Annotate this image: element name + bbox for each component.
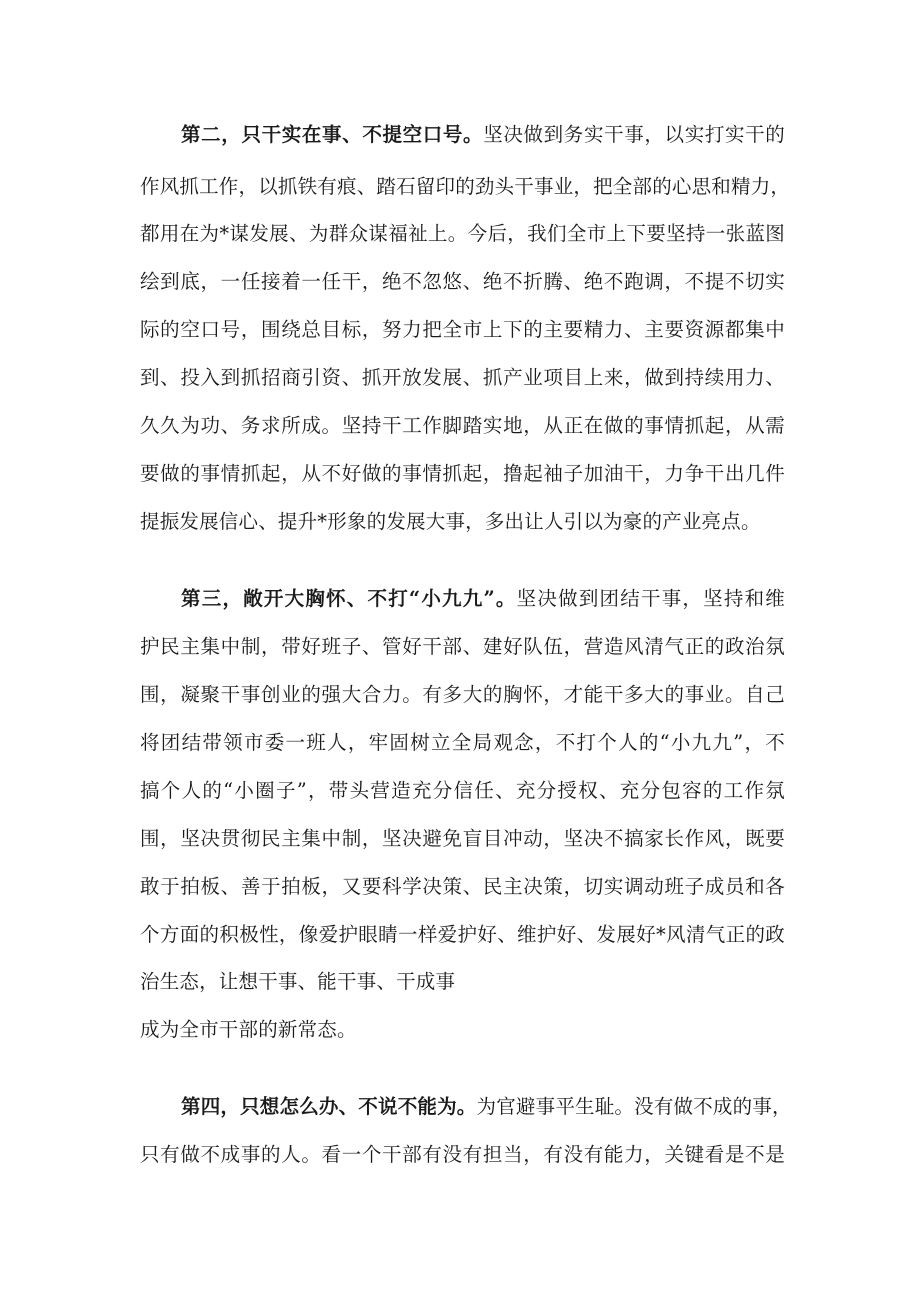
paragraph-line: 到、投入到抓招商引资、抓开放发展、抓产业项目上来，做到持续用力、 (140, 366, 785, 389)
paragraph-line: 围，凝聚干事创业的强大合力。有多大的胸怀，才能干多大的事业。自己 (140, 683, 785, 706)
paragraph-line: 绘到底，一任接着一任干，绝不忽悠、绝不折腾、绝不跑调，不提不切实 (140, 270, 785, 293)
paragraph-lead: 第二，只干实在事、不提空口号。 (181, 123, 484, 146)
paragraph-lead: 第三，敞开大胸怀、不打“小九九”。 (181, 587, 517, 610)
paragraph-line: 敢于拍板、善于拍板，又要科学决策、民主决策，切实调动班子成员和各 (140, 875, 785, 898)
paragraph-line: 将团结带领市委一班人，牢固树立全局观念，不打个人的“小九九”，不 (140, 731, 785, 754)
paragraph-line: 护民主集中制，带好班子、管好干部、建好队伍，营造风清气正的政治氛 (140, 635, 785, 658)
paragraph-line: 成为全市干部的新常态。 (140, 1018, 357, 1041)
paragraph-text: 为官避事平生耻。没有做不成的事， (476, 1095, 792, 1118)
paragraph-text: 坚决做到务实干事，以实打实干的 (483, 123, 785, 146)
paragraph-line: 提振发展信心、提升*形象的发展大事，多出让人引以为豪的产业亮点。 (140, 510, 761, 533)
paragraph-line: 都用在为*谋发展、为群众谋福祉上。今后，我们全市上下要坚持一张蓝图 (140, 222, 785, 245)
paragraph-line (181, 123, 785, 147)
paragraph-line: 只有做不成事的人。看一个干部有没有担当，有没有能力，关键看是不是 (140, 1143, 785, 1166)
paragraph-line: 治生态，让想干事、能干事、干成事 (140, 970, 456, 993)
paragraph-line: 际的空口号，围绕总目标，努力把全市上下的主要精力、主要资源都集中 (140, 318, 785, 341)
paragraph-line: 要做的事情抓起，从不好做的事情抓起，撸起袖子加油干，力争干出几件 (140, 462, 785, 485)
paragraph-line: 作风抓工作，以抓铁有痕、踏石留印的劲头干事业，把全部的心思和精力， (140, 175, 791, 198)
paragraph-lead: 第四，只想怎么办、不说不能为。 (181, 1095, 477, 1118)
paragraph-text: 坚决做到团结干事，坚持和维 (516, 587, 785, 610)
paragraph-line (181, 587, 785, 611)
paragraph-line: 个方面的积极性，像爱护眼睛一样爱护好、维护好、发展好*风清气正的政 (140, 923, 785, 946)
paragraph-line: 久久为功、务求所成。坚持干工作脚踏实地，从正在做的事情抓起，从需 (140, 414, 785, 437)
paragraph-line: 搞个人的“小圈子”，带头营造充分信任、充分授权、充分包容的工作氛 (140, 779, 785, 802)
paragraph-line: 围，坚决贯彻民主集中制，坚决避免盲目冲动，坚决不搞家长作风，既要 (140, 827, 785, 850)
paragraph-line (181, 1095, 792, 1119)
